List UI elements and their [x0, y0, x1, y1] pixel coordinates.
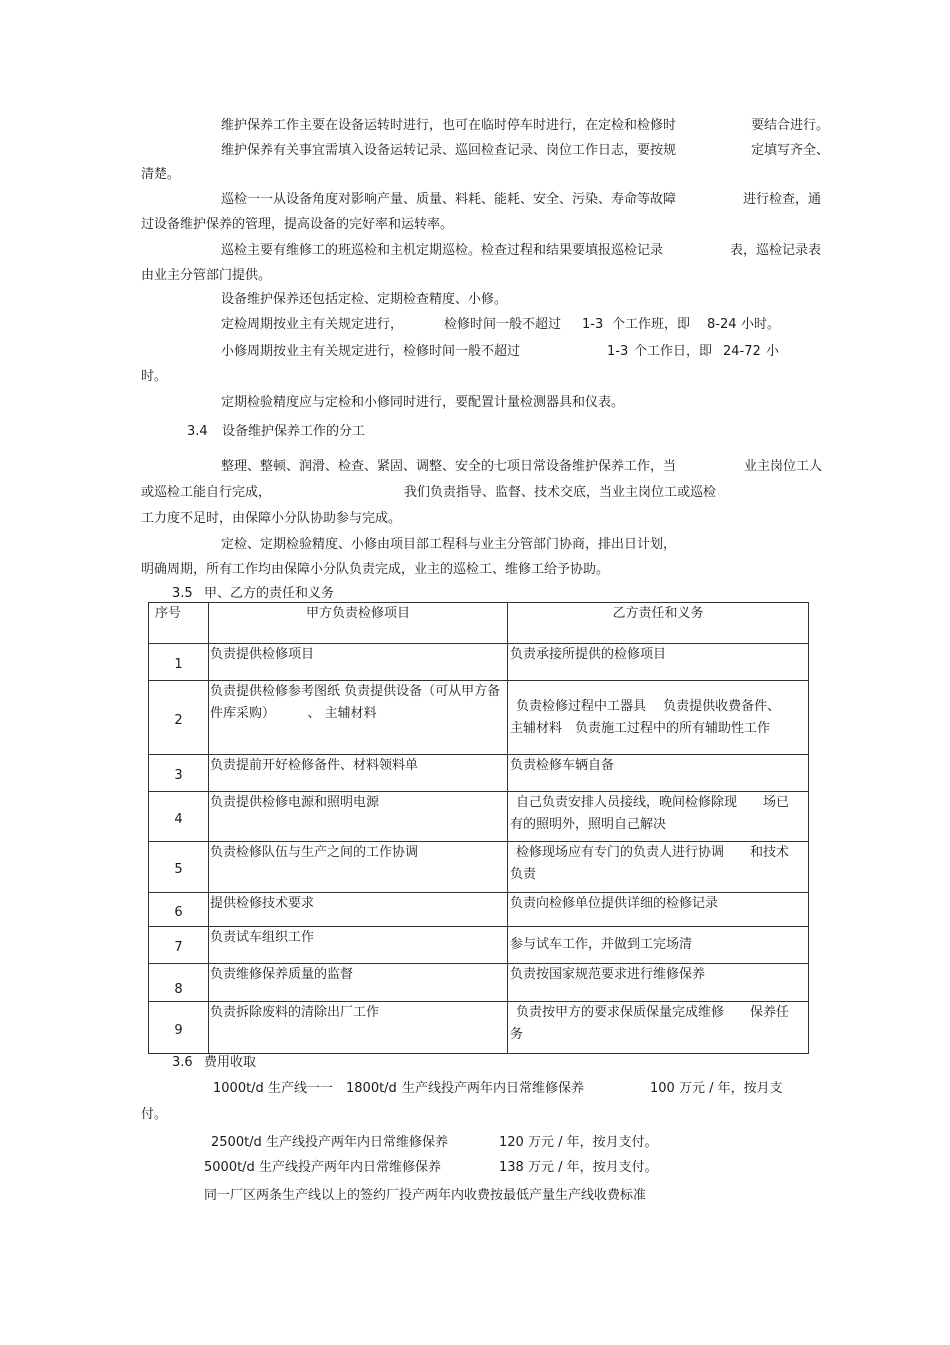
s34-line-1e: 工力度不足时，由保障小分队协助参与完成。 — [141, 511, 402, 526]
party-a-cell: 负责检修队伍与生产之间的工作协调 — [209, 842, 508, 893]
intro-line-6a: 定检周期按业主有关规定进行， — [221, 317, 404, 332]
party-b-cell: 负责承接所提供的检修项目 — [508, 644, 809, 681]
party-b-cell: 自己负责安排人员接线，晚间检修除现 场已 有的照明外，照明自己解决 — [508, 792, 809, 842]
s34-line-2b: 明确周期，所有工作均由保障小分队负责完成，业主的巡检工、维修工给予协助。 — [141, 562, 610, 577]
fee-line-3b: 生产线投产两年内日常维修保养 — [259, 1160, 442, 1175]
fee-line-4: 同一厂区两条生产线以上的签约厂投产两年内收费按最低产量生产线收费标准 — [204, 1188, 647, 1203]
intro-line-6e: 8-24 — [707, 317, 737, 332]
intro-line-6b: 检修时间一般不超过 — [444, 317, 562, 332]
section-3-5-number: 3.5 — [172, 586, 193, 601]
intro-line-7c: 个工作日，即 — [634, 344, 713, 359]
intro-line-6d: 个工作班，即 — [612, 317, 691, 332]
intro-line-2b: 定填写齐全、 — [751, 143, 830, 158]
table-row — [149, 755, 809, 792]
fee-line-3a: 5000t/d — [204, 1160, 255, 1175]
row-number: 6 — [149, 893, 209, 927]
intro-line-4a: 巡检主要有维修工的班巡检和主机定期巡检。检查过程和结果要填报巡检记录 — [221, 243, 664, 258]
section-3-4-title: 设备维护保养工作的分工 — [222, 424, 366, 439]
intro-line-7f: 时。 — [141, 369, 168, 384]
row-number: 4 — [149, 792, 209, 842]
intro-line-7b: 1-3 — [607, 344, 629, 359]
section-3-4-number: 3.4 — [187, 424, 208, 439]
party-a-cell: 负责提供检修项目 — [209, 644, 508, 681]
intro-line-3b: 进行检查，通 — [743, 192, 822, 207]
fee-line-1a: 1000t/d — [213, 1081, 264, 1096]
table-row — [149, 842, 809, 893]
intro-line-2c: 清楚。 — [141, 167, 181, 182]
intro-line-6c: 1-3 — [582, 317, 604, 332]
party-b-cell: 参与试车工作，并做到工完场清 — [508, 927, 809, 964]
table-row — [149, 1002, 809, 1054]
s34-line-1b: 业主岗位工人 — [744, 459, 823, 474]
party-b-cell: 负责向检修单位提供详细的检修记录 — [508, 893, 809, 927]
intro-line-5: 设备维护保养还包括定检、定期检查精度、小修。 — [221, 292, 508, 307]
intro-line-4b: 表，巡检记录表 — [730, 243, 822, 258]
fee-line-1f: 付。 — [141, 1107, 168, 1122]
header-party-b: 乙方责任和义务 — [508, 603, 809, 644]
section-3-6-number: 3.6 — [172, 1055, 193, 1070]
party-a-cell: 负责提供检修参考图纸 负责提供设备（可从甲方备件库采购） 、 主辅材料 — [209, 681, 508, 755]
fee-line-1c: 1800t/d — [346, 1081, 397, 1096]
intro-line-3a: 巡检一一从设备角度对影响产量、质量、料耗、能耗、安全、污染、寿命等故障 — [221, 192, 677, 207]
party-a-cell: 负责提供检修电源和照明电源 — [209, 792, 508, 842]
table-row — [149, 681, 809, 755]
intro-line-7e: 小 — [766, 344, 780, 359]
fee-line-2c: 120 万元 / 年，按月支付。 — [499, 1135, 658, 1150]
row-number: 2 — [149, 681, 209, 755]
row-number: 8 — [149, 964, 209, 1002]
table-row — [149, 644, 809, 681]
intro-line-3c: 过设备维护保养的管理，提高设备的完好率和运转率。 — [141, 217, 454, 232]
s34-line-1d: 我们负责指导、监督、技术交底，当业主岗位工或巡检 — [404, 485, 717, 500]
responsibility-table — [148, 602, 809, 1054]
fee-line-3c: 138 万元 / 年，按月支付。 — [499, 1160, 658, 1175]
row-number: 9 — [149, 1002, 209, 1054]
intro-line-1b: 要结合进行。 — [751, 118, 830, 133]
table-row — [149, 964, 809, 1002]
row-number: 3 — [149, 755, 209, 792]
party-b-cell: 负责按甲方的要求保质保量完成维修 保养任 务 — [508, 1002, 809, 1054]
section-3-5-title: 甲、乙方的责任和义务 — [204, 586, 335, 601]
party-a-cell: 负责拆除废料的清除出厂工作 — [209, 1002, 508, 1054]
party-a-cell: 负责试车组织工作 — [209, 927, 508, 964]
row-number: 7 — [149, 927, 209, 964]
intro-line-7a: 小修周期按业主有关规定进行，检修时间一般不超过 — [221, 344, 521, 359]
party-b-cell: 负责检修过程中工器具 负责提供收费备件、 主辅材料 负责施工过程中的所有辅助性工作 — [508, 681, 809, 755]
party-b-cell: 检修现场应有专门的负责人进行协调 和技术 负责 — [508, 842, 809, 893]
intro-line-7d: 24-72 — [723, 344, 761, 359]
intro-line-4c: 由业主分管部门提供。 — [141, 268, 272, 283]
row-number: 5 — [149, 842, 209, 893]
s34-line-1c: 或巡检工能自行完成， — [141, 485, 272, 500]
header-party-a: 甲方负责检修项目 — [209, 603, 508, 644]
table-row — [149, 927, 809, 964]
row-number: 1 — [149, 644, 209, 681]
table-header-row — [149, 603, 809, 644]
fee-line-2a: 2500t/d — [211, 1135, 262, 1150]
intro-line-2a: 维护保养有关事宜需填入设备运转记录、巡回检查记录、岗位工作日志，要按规 — [221, 143, 677, 158]
intro-line-6f: 小时。 — [741, 317, 781, 332]
intro-line-1a: 维护保养工作主要在设备运转时进行，也可在临时停车时进行，在定检和检修时 — [221, 118, 677, 133]
party-b-cell: 负责按国家规范要求进行维修保养 — [508, 964, 809, 1002]
fee-line-1d: 生产线投产两年内日常维修保养 — [402, 1081, 585, 1096]
party-b-cell: 负责检修车辆自备 — [508, 755, 809, 792]
intro-line-8: 定期检验精度应与定检和小修同时进行，要配置计量检测器具和仪表。 — [221, 395, 625, 410]
fee-line-2b: 生产线投产两年内日常维修保养 — [266, 1135, 449, 1150]
table-row — [149, 792, 809, 842]
party-a-cell: 负责维修保养质量的监督 — [209, 964, 508, 1002]
fee-line-1e: 100 万元 / 年，按月支 — [650, 1081, 783, 1096]
party-a-cell: 负责提前开好检修备件、材料领料单 — [209, 755, 508, 792]
header-seq: 序号 — [149, 603, 209, 644]
table-row — [149, 893, 809, 927]
party-a-cell: 提供检修技术要求 — [209, 893, 508, 927]
section-3-6-title: 费用收取 — [204, 1055, 257, 1070]
fee-line-1b: 生产线一一 — [268, 1081, 334, 1096]
s34-line-1a: 整理、整顿、润滑、检查、紧固、调整、安全的七项日常设备维护保养工作，当 — [221, 459, 677, 474]
s34-line-2a: 定检、定期检验精度、小修由项目部工程科与业主分管部门协商，排出日计划， — [221, 537, 677, 552]
